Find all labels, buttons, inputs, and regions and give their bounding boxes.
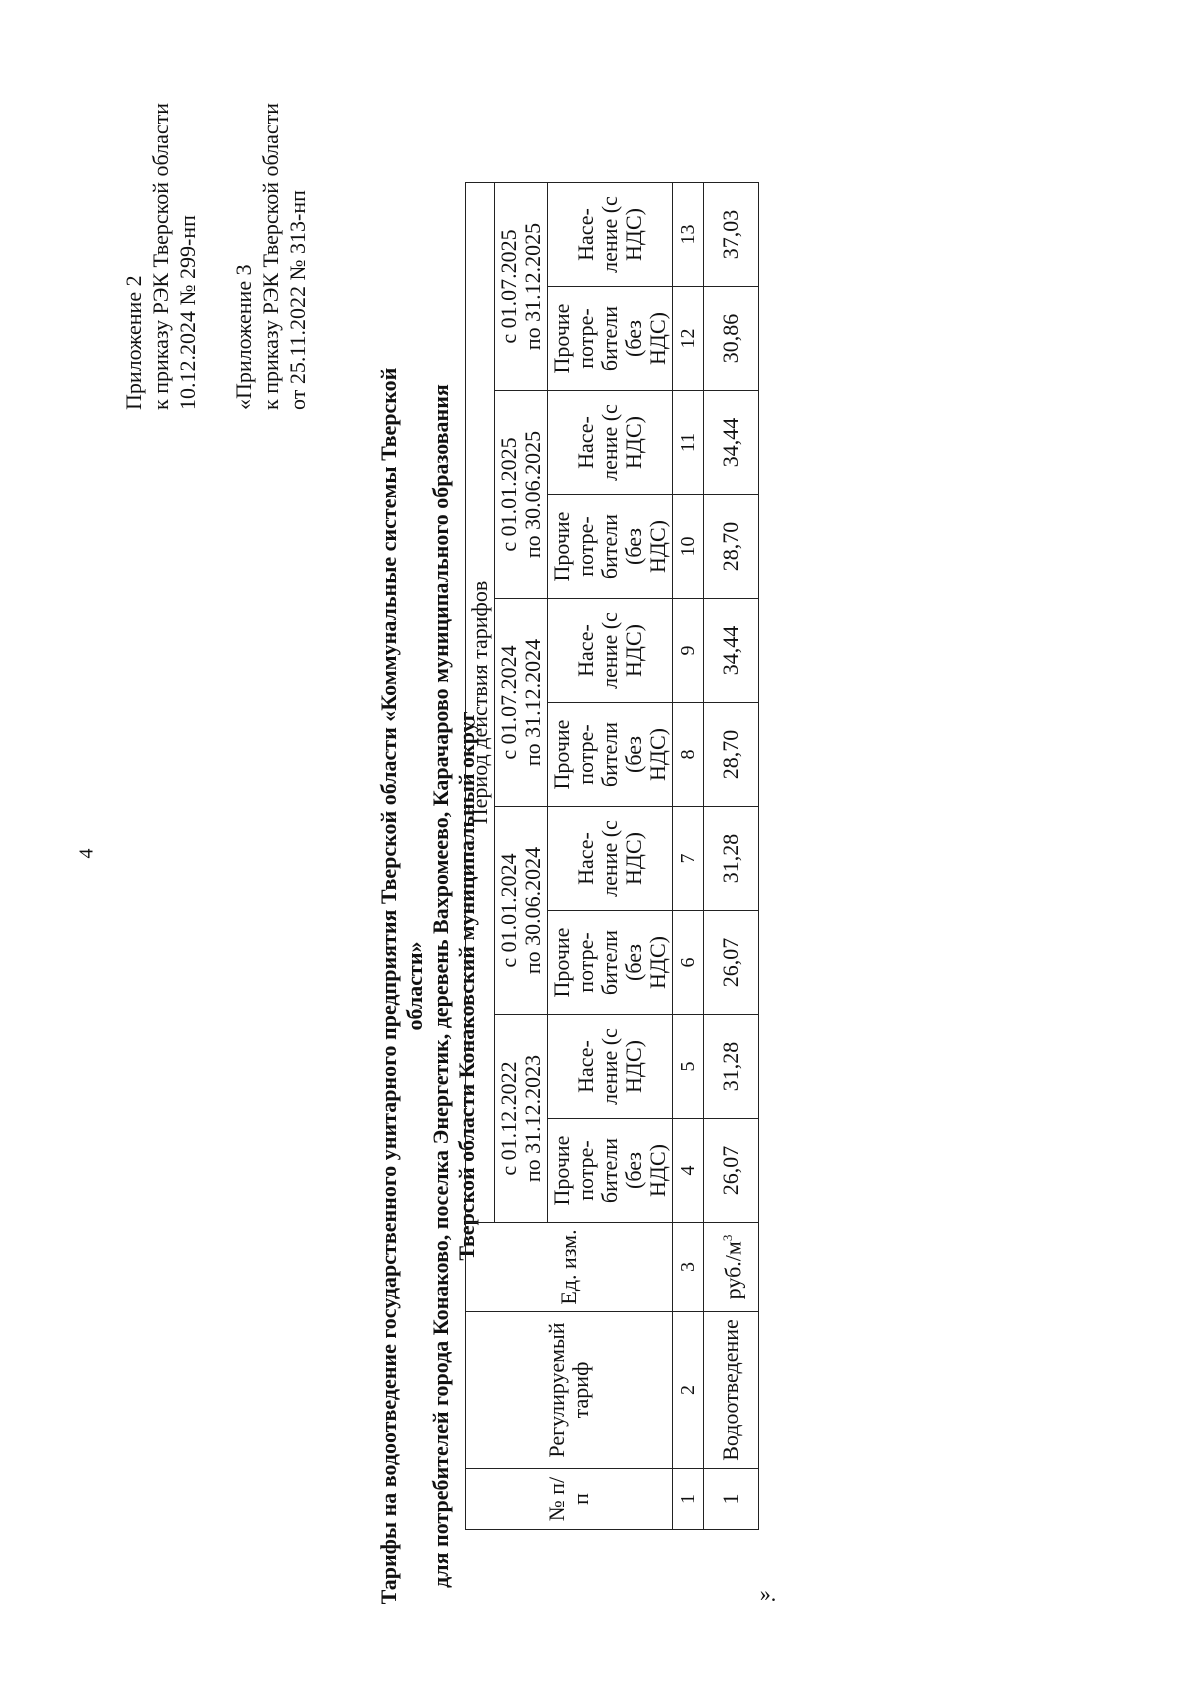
tariff-value: 28,70 — [704, 703, 759, 807]
tariff-value: 26,07 — [704, 911, 759, 1015]
appendix-current — [120, 103, 201, 410]
appendix-current-line1: к приказу РЭК Тверской области — [148, 102, 173, 410]
unit-text: руб./м — [720, 1241, 746, 1300]
row-unit — [704, 1223, 759, 1312]
tariff-value: 31,28 — [704, 807, 759, 911]
subheader-population: Насе- ление (с НДС) — [548, 599, 673, 703]
subheader-other: Прочие потре- бители (без НДС) — [548, 703, 673, 807]
table-header-row-1 — [466, 183, 495, 1530]
closing-quote-mark: ». — [759, 1580, 777, 1606]
period-1-to: по 31.12.2023 — [520, 1054, 545, 1183]
subheader-other: Прочие потре- бители (без НДС) — [548, 287, 673, 391]
column-index: 5 — [673, 1015, 704, 1119]
period-header-2 — [495, 807, 548, 1015]
tariff-value: 31,28 — [704, 1015, 759, 1119]
column-index: 12 — [673, 287, 704, 391]
subheader-other: Прочие потре- бители (без НДС) — [548, 1119, 673, 1223]
period-2-from: с 01.01.2024 — [496, 853, 521, 968]
appendix-previous-line2: от 25.11.2022 № 313-нп — [285, 190, 310, 410]
appendix-previous — [230, 103, 311, 410]
tariff-value: 30,86 — [704, 287, 759, 391]
subheader-other: Прочие потре- бители (без НДС) — [548, 911, 673, 1015]
column-index-row — [673, 183, 704, 1530]
period-3-to: по 31.12.2024 — [520, 638, 545, 767]
period-5-from: с 01.07.2025 — [496, 229, 521, 344]
column-index: 3 — [673, 1223, 704, 1312]
title-line-2: для потребителей города Конаково, поселка Энергетик, деревень Вахромеево, Карачарово муниципального образования — [428, 384, 453, 1588]
column-index: 6 — [673, 911, 704, 1015]
period-4-from: с 01.01.2025 — [496, 437, 521, 552]
period-5-to: по 31.12.2025 — [520, 222, 545, 351]
tariff-value: 34,44 — [704, 391, 759, 495]
row-tariff-name: Водоотведение — [704, 1312, 759, 1469]
subheader-other: Прочие потре- бители (без НДС) — [548, 495, 673, 599]
tariff-value: 34,44 — [704, 599, 759, 703]
header-unit: Ед. изм. — [466, 1223, 673, 1312]
subheader-population: Насе- ление (с НДС) — [548, 1015, 673, 1119]
header-tariff: Регулируемый тариф — [466, 1312, 673, 1469]
column-index: 9 — [673, 599, 704, 703]
appendix-previous-title: «Приложение 3 — [231, 264, 256, 410]
appendix-current-line2: 10.12.2024 № 299-нп — [175, 215, 200, 410]
unit-superscript: 3 — [720, 1234, 736, 1242]
appendix-previous-line1: к приказу РЭК Тверской области — [258, 102, 283, 410]
period-3-from: с 01.07.2024 — [496, 645, 521, 760]
column-index: 7 — [673, 807, 704, 911]
header-number: № п/п — [466, 1469, 673, 1530]
tariff-table — [465, 182, 759, 1530]
period-header-1 — [495, 1015, 548, 1223]
column-index: 8 — [673, 703, 704, 807]
subheader-population: Насе- ление (с НДС) — [548, 391, 673, 495]
title-line-1: Тарифы на водоотведение государственного унитарного предприятия Тверской области «Коммунальные системы Тверской области» — [376, 367, 427, 1605]
subheader-population: Насе- ление (с НДС) — [548, 183, 673, 287]
column-index: 11 — [673, 391, 704, 495]
appendix-current-title: Приложение 2 — [121, 275, 146, 410]
subheader-population: Насе- ление (с НДС) — [548, 807, 673, 911]
tariff-value: 26,07 — [704, 1119, 759, 1223]
period-1-from: с 01.12.2022 — [496, 1061, 521, 1176]
tariff-value: 28,70 — [704, 495, 759, 599]
period-2-to: по 30.06.2024 — [520, 846, 545, 975]
period-header-4 — [495, 391, 548, 599]
column-index: 2 — [673, 1312, 704, 1469]
page-number: 4 — [75, 848, 98, 859]
period-header-3 — [495, 599, 548, 807]
column-index: 1 — [673, 1469, 704, 1530]
title-line-3: Тверской области Конаковский муниципальный округ — [454, 711, 479, 1261]
header-period: Период действия тарифов — [466, 183, 495, 1223]
table-row — [704, 183, 759, 1530]
rotated-page-content — [0, 102, 777, 1620]
period-header-5 — [495, 183, 548, 391]
tariff-value: 37,03 — [704, 183, 759, 287]
column-index: 4 — [673, 1119, 704, 1223]
period-4-to: по 30.06.2025 — [520, 430, 545, 559]
column-index: 10 — [673, 495, 704, 599]
row-number: 1 — [704, 1469, 759, 1530]
column-index: 13 — [673, 183, 704, 287]
